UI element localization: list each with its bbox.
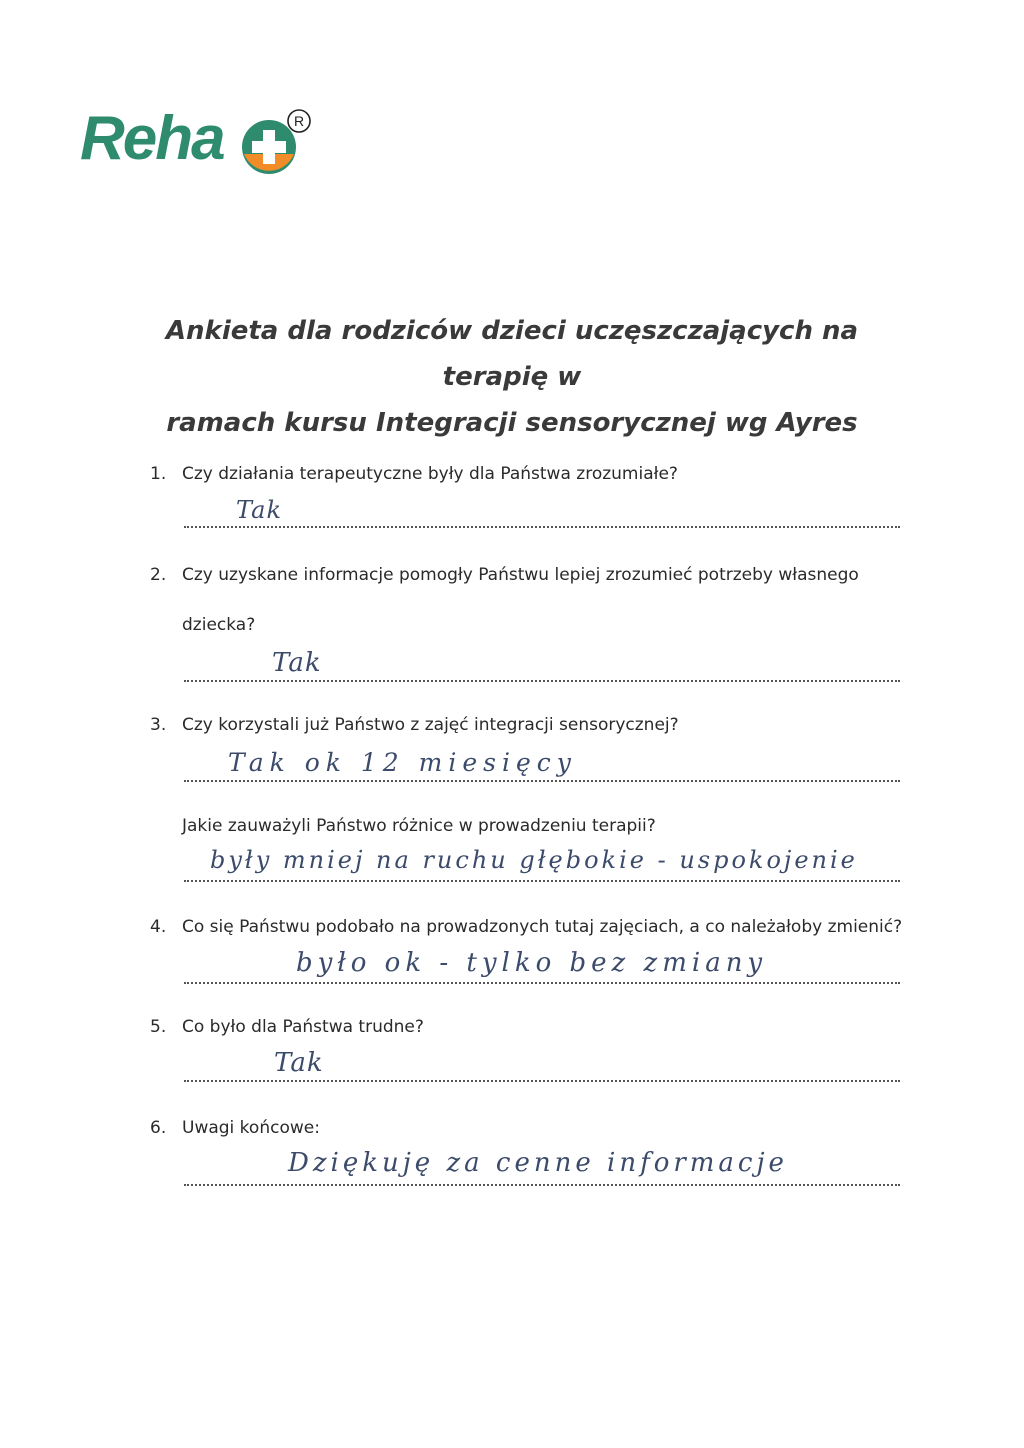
question-text: Czy działania terapeutyczne były dla Państwa zrozumiałe? xyxy=(182,464,678,484)
answer-3: Tak ok 12 miesięcy xyxy=(228,748,577,777)
question-text: Co było dla Państwa trudne? xyxy=(182,1017,424,1037)
answer-line-3 xyxy=(184,780,900,782)
question-2-continuation: dziecka? xyxy=(182,615,256,635)
question-number: 1. xyxy=(150,464,167,484)
question-number: 3. xyxy=(150,715,167,735)
question-text: Czy uzyskane informacje pomogły Państwu lepiej zrozumieć potrzeby własnego xyxy=(182,565,859,585)
title-line-2: ramach kursu Integracji sensorycznej wg Ayres xyxy=(166,408,858,438)
answer-line-6 xyxy=(184,1184,900,1186)
reha-logo xyxy=(80,104,320,180)
followup-question: Jakie zauważyli Państwo różnice w prowadzeniu terapii? xyxy=(182,816,656,836)
followup-answer: były mniej na ruchu głębokie - uspokojenie xyxy=(210,846,858,874)
answer-line-4 xyxy=(184,982,900,984)
question-text: Co się Państwu podobało na prowadzonych tutaj zajęciach, a co należałoby zmienić? xyxy=(182,917,903,937)
answer-line-1 xyxy=(184,526,900,528)
answer-4: było ok - tylko bez zmiany xyxy=(296,948,768,978)
answer-5: Tak xyxy=(274,1048,324,1078)
question-text: Czy korzystali już Państwo z zajęć integracji sensorycznej? xyxy=(182,715,679,735)
title-line-1: Ankieta dla rodziców dzieci uczęszczających na terapię w xyxy=(165,316,859,392)
question-number: 5. xyxy=(150,1017,167,1037)
registered-icon xyxy=(286,108,312,134)
question-text: Uwagi końcowe: xyxy=(182,1118,320,1138)
page-title xyxy=(110,308,914,446)
answer-2: Tak xyxy=(272,648,322,678)
question-number: 6. xyxy=(150,1118,167,1138)
question-number: 4. xyxy=(150,917,167,937)
logo-wordmark: Reha xyxy=(80,104,224,173)
answer-line-3b xyxy=(184,880,900,882)
answer-6: Dziękuję za cenne informacje xyxy=(288,1148,788,1178)
answer-line-2 xyxy=(184,680,900,682)
svg-text:R: R xyxy=(293,113,305,129)
answer-line-5 xyxy=(184,1080,900,1082)
question-number: 2. xyxy=(150,565,167,585)
answer-1: Tak xyxy=(236,496,282,524)
